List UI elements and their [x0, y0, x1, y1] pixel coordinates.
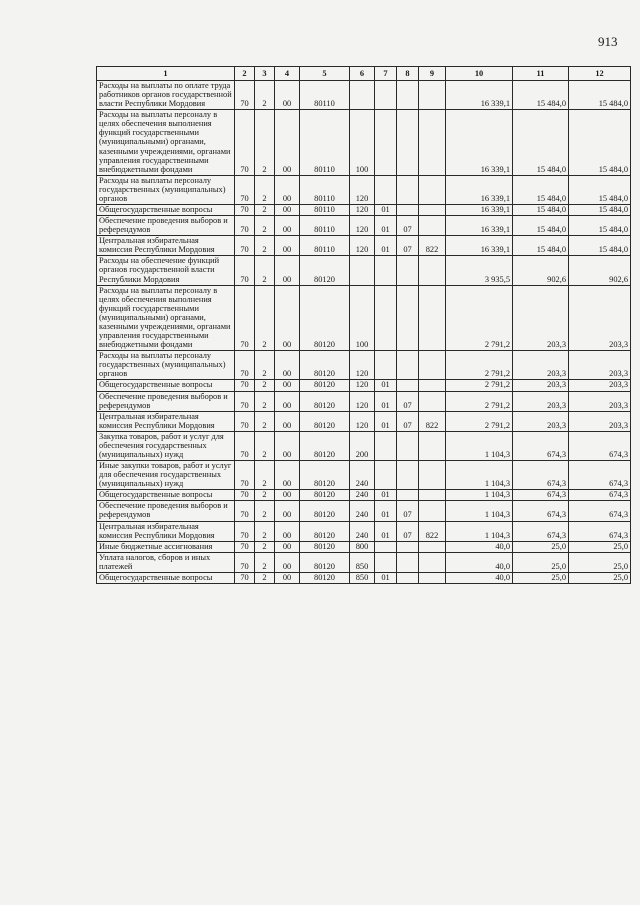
cell-col-7: 01: [375, 236, 397, 256]
cell-col-4: 00: [275, 205, 300, 216]
cell-col-8: 07: [397, 216, 419, 236]
column-header: 1: [97, 67, 235, 81]
cell-col-7: [375, 541, 397, 552]
cell-amount-col-11: 674,3: [513, 501, 569, 521]
cell-col-9: [419, 501, 446, 521]
cell-col-2: 70: [235, 391, 255, 411]
cell-col-7: 01: [375, 490, 397, 501]
budget-table: [96, 66, 631, 584]
cell-col-9: [419, 285, 446, 351]
cell-col-4: 00: [275, 431, 300, 460]
cell-amount-col-11: 15 484,0: [513, 81, 569, 110]
cell-col-8: 07: [397, 236, 419, 256]
row-description: Общегосударственные вопросы: [97, 572, 235, 583]
cell-amount-col-11: 15 484,0: [513, 175, 569, 204]
table-row: [97, 236, 631, 256]
cell-col-2: 70: [235, 572, 255, 583]
cell-col-2: 70: [235, 285, 255, 351]
cell-amount-col-10: 1 104,3: [446, 521, 513, 541]
row-description: Общегосударственные вопросы: [97, 380, 235, 391]
cell-col-4: 00: [275, 552, 300, 572]
cell-amount-col-10: 40,0: [446, 552, 513, 572]
cell-col-2: 70: [235, 461, 255, 490]
cell-col-3: 2: [255, 380, 275, 391]
cell-col-9: [419, 205, 446, 216]
table-row: [97, 205, 631, 216]
cell-col-3: 2: [255, 205, 275, 216]
cell-col-3: 2: [255, 431, 275, 460]
cell-col-4: 00: [275, 572, 300, 583]
cell-col-2: 70: [235, 501, 255, 521]
cell-col-6: 240: [350, 461, 375, 490]
cell-amount-col-11: 203,3: [513, 391, 569, 411]
cell-col-6: [350, 256, 375, 285]
cell-col-9: 822: [419, 521, 446, 541]
cell-col-7: [375, 461, 397, 490]
cell-col-6: 120: [350, 216, 375, 236]
cell-amount-col-11: 203,3: [513, 285, 569, 351]
row-description: Расходы на выплаты по оплате труда работников органов государственной власти Республики Мордовия: [97, 81, 235, 110]
cell-col-8: 07: [397, 521, 419, 541]
cell-col-3: 2: [255, 552, 275, 572]
cell-col-8: [397, 552, 419, 572]
cell-col-5: 80120: [300, 256, 350, 285]
cell-amount-col-12: 674,3: [569, 431, 631, 460]
cell-col-3: 2: [255, 411, 275, 431]
cell-col-9: [419, 552, 446, 572]
cell-col-7: 01: [375, 411, 397, 431]
cell-col-7: [375, 110, 397, 176]
row-description: Закупка товаров, работ и услуг для обеспечения государственных (муниципальных) нужд: [97, 431, 235, 460]
cell-col-3: 2: [255, 521, 275, 541]
cell-col-5: 80110: [300, 236, 350, 256]
cell-amount-col-11: 203,3: [513, 380, 569, 391]
cell-col-3: 2: [255, 572, 275, 583]
table-row: [97, 175, 631, 204]
cell-col-4: 00: [275, 501, 300, 521]
cell-amount-col-10: 2 791,2: [446, 380, 513, 391]
cell-col-6: 240: [350, 501, 375, 521]
cell-col-4: 00: [275, 380, 300, 391]
column-header: 10: [446, 67, 513, 81]
cell-col-8: 07: [397, 391, 419, 411]
cell-col-6: 100: [350, 285, 375, 351]
cell-amount-col-10: 2 791,2: [446, 285, 513, 351]
cell-col-5: 80120: [300, 552, 350, 572]
cell-col-5: 80110: [300, 205, 350, 216]
table-row: [97, 501, 631, 521]
cell-col-5: 80120: [300, 501, 350, 521]
cell-amount-col-10: 16 339,1: [446, 216, 513, 236]
cell-col-8: [397, 175, 419, 204]
cell-col-4: 00: [275, 461, 300, 490]
cell-col-5: 80120: [300, 431, 350, 460]
cell-amount-col-11: 674,3: [513, 521, 569, 541]
cell-amount-col-10: 2 791,2: [446, 351, 513, 380]
cell-amount-col-12: 203,3: [569, 411, 631, 431]
cell-amount-col-12: 15 484,0: [569, 81, 631, 110]
cell-col-6: 240: [350, 490, 375, 501]
cell-col-7: 01: [375, 501, 397, 521]
cell-col-2: 70: [235, 380, 255, 391]
cell-amount-col-10: 16 339,1: [446, 110, 513, 176]
page-number: 913: [598, 34, 618, 49]
column-header: 11: [513, 67, 569, 81]
cell-col-3: 2: [255, 461, 275, 490]
row-description: Расходы на выплаты персоналу в целях обеспечения выполнения функций государственными (муниципальными) органами, казенными учреждениями, органами управления государственными внебюджетными фондами: [97, 285, 235, 351]
cell-col-5: 80120: [300, 572, 350, 583]
cell-col-5: 80110: [300, 175, 350, 204]
cell-col-7: [375, 175, 397, 204]
cell-col-9: [419, 490, 446, 501]
cell-col-6: 100: [350, 110, 375, 176]
column-header: 7: [375, 67, 397, 81]
cell-amount-col-12: 25,0: [569, 572, 631, 583]
cell-col-6: 200: [350, 431, 375, 460]
column-header: 2: [235, 67, 255, 81]
cell-col-3: 2: [255, 391, 275, 411]
cell-col-6: 120: [350, 380, 375, 391]
row-description: Уплата налогов, сборов и иных платежей: [97, 552, 235, 572]
cell-col-2: 70: [235, 411, 255, 431]
cell-amount-col-11: 25,0: [513, 572, 569, 583]
cell-amount-col-10: 3 935,5: [446, 256, 513, 285]
cell-col-7: 01: [375, 521, 397, 541]
table-row: [97, 490, 631, 501]
cell-amount-col-10: 16 339,1: [446, 175, 513, 204]
cell-col-9: [419, 380, 446, 391]
cell-amount-col-11: 25,0: [513, 552, 569, 572]
cell-col-2: 70: [235, 490, 255, 501]
cell-col-2: 70: [235, 552, 255, 572]
row-description: Центральная избирательная комиссия Республики Мордовия: [97, 411, 235, 431]
cell-amount-col-12: 203,3: [569, 380, 631, 391]
cell-amount-col-12: 15 484,0: [569, 236, 631, 256]
column-header: 6: [350, 67, 375, 81]
cell-col-9: [419, 216, 446, 236]
table-body: [97, 81, 631, 584]
cell-col-8: [397, 380, 419, 391]
column-header: 12: [569, 67, 631, 81]
cell-col-2: 70: [235, 81, 255, 110]
cell-col-9: [419, 461, 446, 490]
cell-amount-col-12: 203,3: [569, 391, 631, 411]
cell-col-7: [375, 256, 397, 285]
cell-col-6: 120: [350, 351, 375, 380]
row-description: Центральная избирательная комиссия Республики Мордовия: [97, 236, 235, 256]
cell-amount-col-12: 15 484,0: [569, 175, 631, 204]
cell-amount-col-12: 674,3: [569, 521, 631, 541]
cell-col-4: 00: [275, 490, 300, 501]
cell-amount-col-10: 1 104,3: [446, 461, 513, 490]
cell-col-5: 80120: [300, 380, 350, 391]
row-description: Расходы на выплаты персоналу государственных (муниципальных) органов: [97, 351, 235, 380]
row-description: Общегосударственные вопросы: [97, 205, 235, 216]
cell-amount-col-12: 203,3: [569, 351, 631, 380]
cell-amount-col-12: 902,6: [569, 256, 631, 285]
cell-col-7: [375, 351, 397, 380]
cell-col-8: [397, 285, 419, 351]
cell-col-3: 2: [255, 110, 275, 176]
cell-col-6: 850: [350, 552, 375, 572]
cell-amount-col-11: 15 484,0: [513, 236, 569, 256]
cell-amount-col-11: 15 484,0: [513, 216, 569, 236]
cell-col-4: 00: [275, 521, 300, 541]
cell-col-7: 01: [375, 572, 397, 583]
cell-col-6: 800: [350, 541, 375, 552]
cell-amount-col-12: 15 484,0: [569, 216, 631, 236]
cell-col-9: [419, 110, 446, 176]
column-header: 9: [419, 67, 446, 81]
cell-amount-col-10: 1 104,3: [446, 490, 513, 501]
cell-col-5: 80120: [300, 461, 350, 490]
cell-col-8: [397, 256, 419, 285]
cell-col-5: 80120: [300, 411, 350, 431]
row-description: Центральная избирательная комиссия Республики Мордовия: [97, 521, 235, 541]
cell-col-6: 120: [350, 411, 375, 431]
cell-col-5: 80120: [300, 521, 350, 541]
cell-amount-col-10: 1 104,3: [446, 501, 513, 521]
cell-col-4: 00: [275, 110, 300, 176]
cell-amount-col-12: 25,0: [569, 552, 631, 572]
cell-col-5: 80110: [300, 110, 350, 176]
cell-col-9: 822: [419, 411, 446, 431]
cell-amount-col-11: 203,3: [513, 411, 569, 431]
cell-amount-col-11: 15 484,0: [513, 110, 569, 176]
cell-col-4: 00: [275, 216, 300, 236]
cell-col-5: 80120: [300, 391, 350, 411]
cell-col-7: [375, 81, 397, 110]
table-row: [97, 216, 631, 236]
cell-col-9: [419, 175, 446, 204]
cell-amount-col-12: 25,0: [569, 541, 631, 552]
cell-amount-col-10: 40,0: [446, 541, 513, 552]
cell-col-3: 2: [255, 351, 275, 380]
cell-col-3: 2: [255, 236, 275, 256]
cell-col-9: [419, 256, 446, 285]
cell-amount-col-12: 15 484,0: [569, 205, 631, 216]
cell-amount-col-10: 16 339,1: [446, 236, 513, 256]
cell-col-2: 70: [235, 351, 255, 380]
cell-col-3: 2: [255, 285, 275, 351]
column-header: 5: [300, 67, 350, 81]
cell-col-2: 70: [235, 110, 255, 176]
cell-col-3: 2: [255, 541, 275, 552]
row-description: Расходы на выплаты персоналу в целях обеспечения выполнения функций государственными (муниципальными) органами, казенными учреждениями, органами управления государственными внебюджетными фондами: [97, 110, 235, 176]
cell-amount-col-12: 15 484,0: [569, 110, 631, 176]
cell-amount-col-11: 25,0: [513, 541, 569, 552]
cell-col-5: 80110: [300, 81, 350, 110]
row-description: Обеспечение проведения выборов и референдумов: [97, 216, 235, 236]
row-description: Расходы на обеспечение функций органов государственной власти Республики Мордовия: [97, 256, 235, 285]
cell-col-4: 00: [275, 411, 300, 431]
cell-col-6: 120: [350, 175, 375, 204]
cell-col-8: [397, 541, 419, 552]
cell-amount-col-12: 203,3: [569, 285, 631, 351]
cell-col-4: 00: [275, 175, 300, 204]
row-description: Общегосударственные вопросы: [97, 490, 235, 501]
cell-amount-col-11: 203,3: [513, 351, 569, 380]
cell-col-6: [350, 81, 375, 110]
cell-col-2: 70: [235, 216, 255, 236]
table-row: [97, 411, 631, 431]
cell-col-5: 80120: [300, 351, 350, 380]
table-row: [97, 380, 631, 391]
cell-col-8: 07: [397, 501, 419, 521]
cell-col-2: 70: [235, 205, 255, 216]
cell-amount-col-10: 1 104,3: [446, 431, 513, 460]
cell-amount-col-12: 674,3: [569, 490, 631, 501]
cell-col-2: 70: [235, 541, 255, 552]
table-row: [97, 391, 631, 411]
cell-col-4: 00: [275, 351, 300, 380]
cell-col-9: 822: [419, 236, 446, 256]
cell-amount-col-11: 674,3: [513, 431, 569, 460]
row-description: Иные бюджетные ассигнования: [97, 541, 235, 552]
cell-col-7: [375, 285, 397, 351]
cell-col-9: [419, 431, 446, 460]
table-row: [97, 461, 631, 490]
cell-col-8: [397, 351, 419, 380]
cell-amount-col-11: 674,3: [513, 461, 569, 490]
table-row: [97, 81, 631, 110]
cell-col-8: [397, 572, 419, 583]
cell-col-3: 2: [255, 501, 275, 521]
cell-col-6: 120: [350, 205, 375, 216]
cell-col-6: 240: [350, 521, 375, 541]
cell-col-9: [419, 572, 446, 583]
cell-col-4: 00: [275, 256, 300, 285]
cell-col-7: 01: [375, 205, 397, 216]
column-header: 4: [275, 67, 300, 81]
cell-col-7: 01: [375, 380, 397, 391]
cell-col-4: 00: [275, 81, 300, 110]
row-description: Обеспечение проведения выборов и референдумов: [97, 391, 235, 411]
table-row: [97, 431, 631, 460]
cell-amount-col-10: 16 339,1: [446, 81, 513, 110]
table-row: [97, 541, 631, 552]
cell-amount-col-12: 674,3: [569, 501, 631, 521]
cell-amount-col-10: 2 791,2: [446, 411, 513, 431]
table-row: [97, 110, 631, 176]
cell-col-5: 80120: [300, 541, 350, 552]
cell-amount-col-12: 674,3: [569, 461, 631, 490]
table-row: [97, 552, 631, 572]
cell-col-6: 120: [350, 236, 375, 256]
cell-col-3: 2: [255, 490, 275, 501]
cell-col-6: 850: [350, 572, 375, 583]
cell-col-4: 00: [275, 541, 300, 552]
cell-amount-col-10: 16 339,1: [446, 205, 513, 216]
cell-col-4: 00: [275, 285, 300, 351]
table-row: [97, 572, 631, 583]
cell-col-8: [397, 490, 419, 501]
table-row: [97, 521, 631, 541]
cell-col-8: [397, 461, 419, 490]
cell-col-9: [419, 391, 446, 411]
cell-col-7: [375, 552, 397, 572]
cell-col-7: [375, 431, 397, 460]
cell-col-2: 70: [235, 236, 255, 256]
cell-col-3: 2: [255, 256, 275, 285]
table-row: [97, 351, 631, 380]
cell-col-2: 70: [235, 521, 255, 541]
cell-amount-col-10: 2 791,2: [446, 391, 513, 411]
cell-col-5: 80120: [300, 490, 350, 501]
cell-col-8: [397, 81, 419, 110]
cell-amount-col-11: 15 484,0: [513, 205, 569, 216]
cell-col-9: [419, 81, 446, 110]
cell-col-5: 80110: [300, 216, 350, 236]
cell-col-2: 70: [235, 256, 255, 285]
cell-col-6: 120: [350, 391, 375, 411]
cell-col-9: [419, 541, 446, 552]
cell-col-8: [397, 205, 419, 216]
table-header-row: [97, 67, 631, 81]
cell-col-8: 07: [397, 411, 419, 431]
cell-amount-col-11: 674,3: [513, 490, 569, 501]
cell-col-3: 2: [255, 81, 275, 110]
cell-amount-col-10: 40,0: [446, 572, 513, 583]
cell-col-4: 00: [275, 236, 300, 256]
table-row: [97, 285, 631, 351]
cell-col-3: 2: [255, 216, 275, 236]
cell-col-5: 80120: [300, 285, 350, 351]
cell-col-7: 01: [375, 391, 397, 411]
cell-col-2: 70: [235, 175, 255, 204]
cell-col-9: [419, 351, 446, 380]
cell-col-7: 01: [375, 216, 397, 236]
row-description: Обеспечение проведения выборов и референдумов: [97, 501, 235, 521]
cell-col-2: 70: [235, 431, 255, 460]
cell-col-3: 2: [255, 175, 275, 204]
column-header: 3: [255, 67, 275, 81]
cell-amount-col-11: 902,6: [513, 256, 569, 285]
table-row: [97, 256, 631, 285]
cell-col-8: [397, 110, 419, 176]
cell-col-4: 00: [275, 391, 300, 411]
cell-col-8: [397, 431, 419, 460]
row-description: Иные закупки товаров, работ и услуг для обеспечения государственных (муниципальных) нужд: [97, 461, 235, 490]
column-header: 8: [397, 67, 419, 81]
row-description: Расходы на выплаты персоналу государственных (муниципальных) органов: [97, 175, 235, 204]
